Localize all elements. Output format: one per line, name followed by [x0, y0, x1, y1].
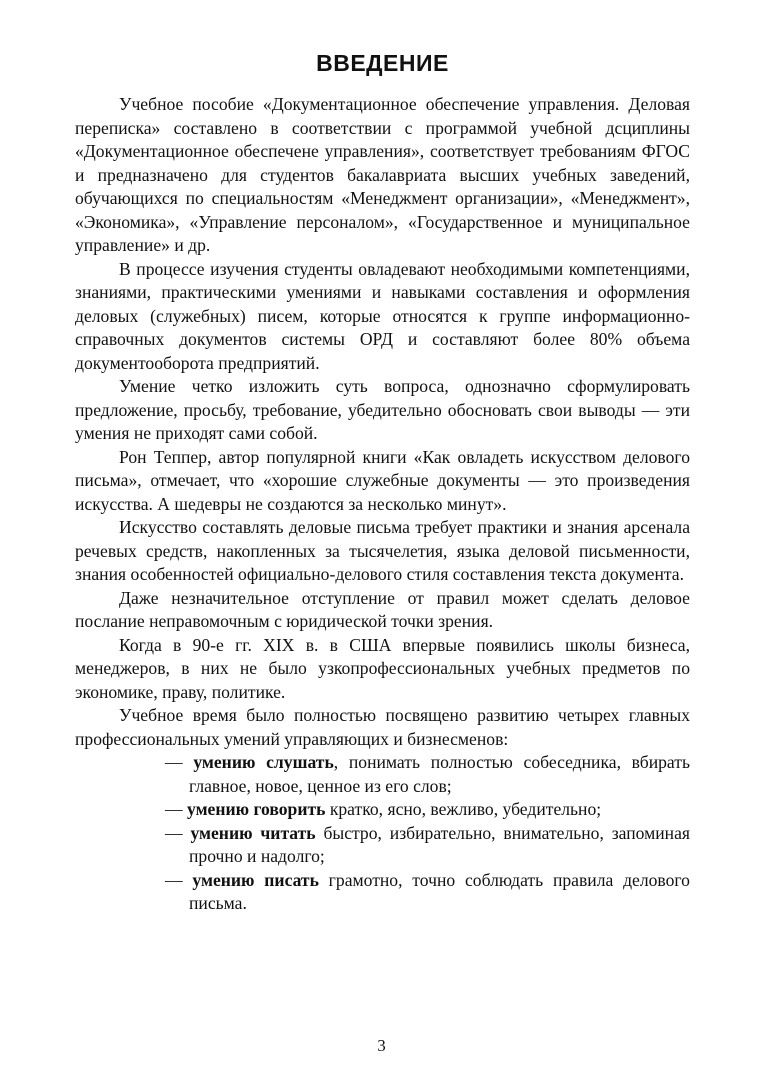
paragraph-history: Когда в 90-е гг. XIX в. в США впервые появились школы бизнеса, менеджеров, в них не было узкопрофессиональных учебных предметов по экономике, праву, политике. [75, 634, 690, 702]
list-item-bold: умению читать [190, 822, 316, 843]
paragraph-skills-intro: Учебное время было полностью посвящено развитию четырех главных профессиональных умений управляющих и бизнесменов: [75, 705, 690, 749]
paragraph-art: Искусство составлять деловые письма требует практики и знания арсенала речевых средств, накопленных за тысячелетия, языка деловой письменности, знания особенностей официально-делового стиля составления текста документа. [75, 517, 690, 584]
paragraph-competencies: В процессе изучения студенты овладевают необходимыми компетенциями, знаниями, практическими умениями и навыками составления и оформления деловых (служебных) писем, которые относятся к группе информационно-справочных документов системы ОРД и составляют более 80% объема документооборота предприятий. [75, 258, 690, 373]
page-number: 3 [377, 1036, 386, 1055]
list-item-text: грамотно, точно соблюдать правила делового письма. [189, 869, 690, 913]
paragraph-rules: Даже незначительное отступление от правил может сделать деловое послание неправомочным с юридической точки зрения. [75, 587, 690, 631]
list-item-text: кратко, ясно, вежливо, убедительно; [325, 799, 602, 819]
list-dash: — [165, 752, 194, 772]
document-page [75, 50, 690, 916]
skills-list [75, 751, 690, 916]
page-title: ВВЕДЕНИЕ [316, 50, 449, 76]
list-item-bold: умению говорить [187, 799, 326, 819]
document-body [75, 93, 690, 916]
list-dash: — [165, 799, 187, 819]
list-item [165, 822, 690, 869]
list-item [165, 751, 690, 798]
list-item [165, 798, 690, 822]
list-item-bold: умению писать [192, 869, 319, 890]
list-item-text: , понимать полностью собеседника, вбирать главное, новое, ценное из его слов; [189, 752, 690, 796]
list-dash: — [165, 822, 191, 843]
list-item-bold: умению слушать [193, 752, 334, 772]
paragraph-skill: Умение четко изложить суть вопроса, однозначно сформулировать предложение, просьбу, требование, убедительно обосновать свои выводы — эти умения не приходят сами собой. [75, 376, 690, 443]
paragraph-quote: Рон Теппер, автор популярной книги «Как овладеть искусством делового письма», отмечает, что «хорошие служебные документы — это произведения искусства. А шедевры не создаются за несколько минут». [75, 446, 690, 514]
list-item-text: быстро, избирательно, внимательно, запоминая прочно и надолго; [189, 822, 690, 866]
list-dash: — [165, 869, 193, 890]
paragraph-intro: Учебное пособие «Документационное обеспечение управления. Деловая переписка» составлено в соответствии с программой учебной дсциплины «Документационное обеспечене управления», соответствует требованиям ФГОС и предназначено для студентов бакалавриата высших учебных заведений, обучающихся по специальностям «Менеджмент организации», «Менеджмент», «Экономика», «Управление персоналом», «Государственное и муниципальное управление» и др. [75, 94, 690, 255]
list-item [165, 869, 690, 916]
